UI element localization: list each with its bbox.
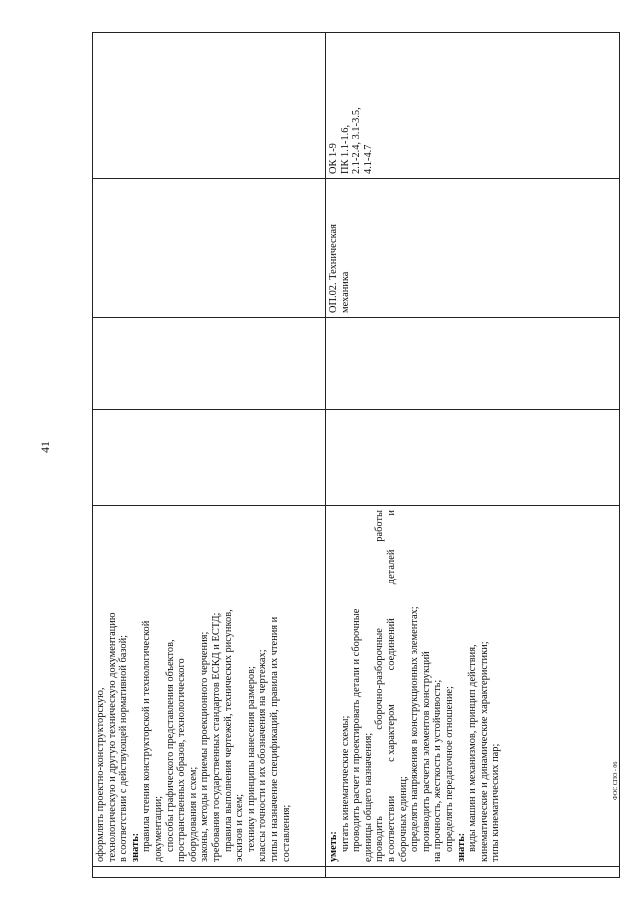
text-line: технику и принципы нанесения размеров;	[245, 666, 257, 852]
row1-col-number	[93, 867, 326, 878]
row1-col-3	[93, 410, 326, 506]
competencies-cell	[326, 33, 620, 179]
word: работы	[374, 510, 386, 542]
row1-col-5	[93, 179, 326, 318]
text-line: документации;	[152, 795, 164, 862]
text-line: оформлять проектно-конструкторскую,	[95, 687, 106, 862]
word: сборочно-разборочные	[374, 628, 386, 730]
document-table	[92, 33, 620, 878]
text-line: сборочных единиц;	[397, 776, 409, 862]
row1-col-6	[93, 33, 326, 179]
row2-col-4	[326, 318, 620, 410]
text-line: кинематические и динамические характеристики;	[478, 641, 490, 862]
text-line: производить расчеты элементов конструкций	[420, 651, 432, 852]
competency-line: ПК 1.1-1.6,	[339, 124, 351, 174]
text-line: составления;	[280, 804, 292, 862]
table-row	[326, 33, 620, 878]
text-line: знать:	[455, 832, 467, 862]
table-row	[93, 33, 326, 878]
text-line: требования государственных стандартов ЕСКД и ЕСТД;	[210, 612, 222, 862]
text-line: эскизов и схем;	[234, 793, 246, 862]
word: соединений	[385, 618, 397, 671]
text-line: пространственных образов, технологического	[176, 658, 188, 862]
text-line: классы точности и их обозначения на чертежах;	[257, 649, 269, 862]
text-line: оборудования и схем;	[187, 766, 199, 862]
text-line: на прочность, жесткость и устойчивость;	[432, 679, 444, 862]
text-line: типы и назначение спецификаций, правила их чтения и	[268, 616, 280, 862]
competency-line: 4.1-4.7	[362, 144, 374, 174]
row2-col-3	[326, 410, 620, 506]
text-line: в соответствии с действующей нормативной базой;	[118, 634, 130, 862]
row1-lines	[95, 510, 292, 862]
text-line: правила выполнения чертежей, технических рисунков,	[222, 609, 234, 852]
row2-content-cell	[326, 506, 620, 867]
text-line: способы графического представления объектов,	[164, 639, 176, 852]
row2-col-number	[326, 867, 620, 878]
word: деталей	[385, 549, 397, 585]
text-line: типы кинематических пар;	[490, 743, 502, 862]
text-line	[374, 510, 386, 862]
text-line: уметь:	[328, 831, 339, 862]
word: проводить	[374, 816, 386, 862]
text-line: единицы общего назначения;	[362, 732, 374, 862]
word: и	[385, 510, 397, 516]
competency-line: 2.1-2.4, 3.1-3.5,	[351, 107, 363, 174]
text-line: определять напряжения в конструкционных элементах;	[409, 606, 421, 852]
text-line: проводить расчет и проектировать детали и сборочные	[351, 608, 363, 852]
text-line: определять передаточное отношение;	[443, 686, 455, 852]
row2-lines	[328, 510, 502, 862]
row1-col-4	[93, 318, 326, 410]
row1-content-cell	[93, 506, 326, 867]
word: в соответствии	[385, 795, 397, 862]
text-line: законы, методы и приемы проекционного черчения;	[199, 631, 211, 862]
text-line: правила чтения конструкторской и технологической	[141, 620, 153, 852]
page-number: 41	[38, 441, 52, 453]
text-line: технологическую и другую техническую документацию	[106, 612, 118, 862]
text-line: виды машин и механизмов, принцип действия,	[467, 644, 479, 852]
discipline-name: ОП.02. Техническая механика	[328, 224, 351, 313]
text-line: читать кинематические схемы;	[339, 715, 351, 852]
footer-code: ФОС СПО - 06	[613, 761, 619, 800]
word: с характером	[385, 704, 397, 762]
text-line: знать:	[129, 832, 141, 862]
text-line	[386, 510, 398, 862]
discipline-cell	[326, 179, 620, 318]
competency-line: ОК 1-9	[328, 143, 339, 174]
